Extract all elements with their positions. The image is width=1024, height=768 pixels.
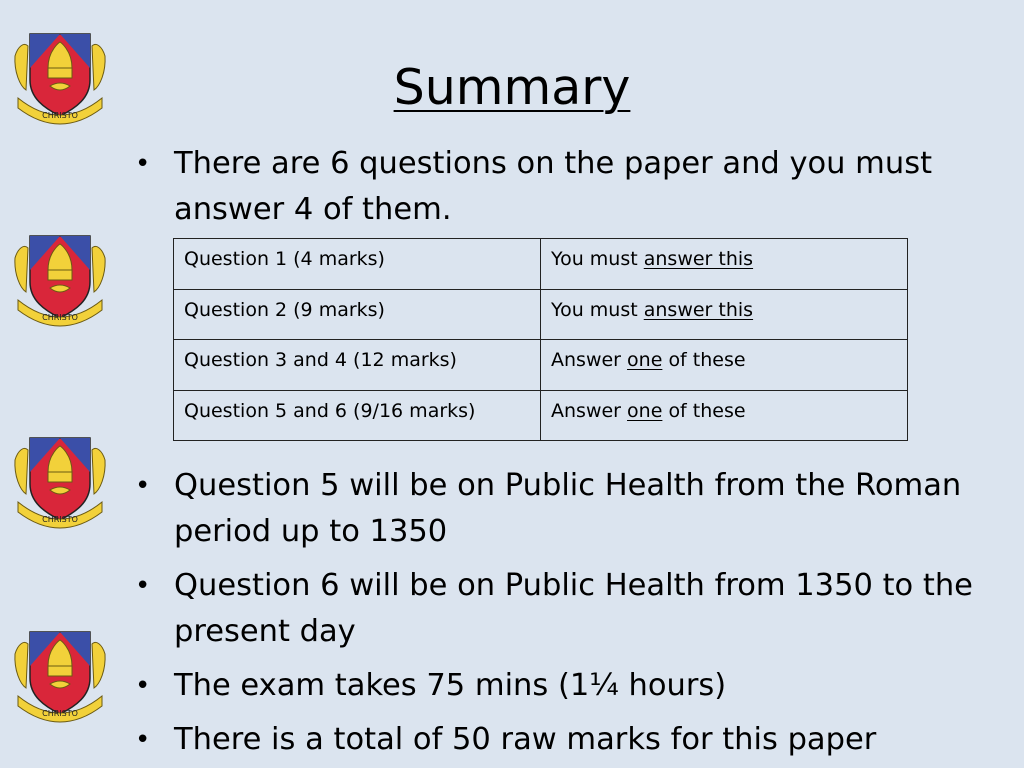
- school-crest-logo: [10, 626, 110, 728]
- bullet-text: The exam takes 75 mins (1¼ hours): [174, 668, 727, 703]
- crest-motto-text: CHRISTO: [42, 709, 78, 718]
- bullet-marker: •: [135, 149, 151, 179]
- crest-motto-text: CHRISTO: [42, 515, 78, 524]
- instruction-cell: You must answer this: [541, 289, 908, 340]
- bullet-item: [135, 663, 1015, 709]
- crest-motto-text: CHRISTO: [42, 111, 78, 120]
- question-cell: Question 2 (9 marks): [174, 289, 541, 340]
- school-crest-logo: [10, 432, 110, 534]
- bullet-text: There are 6 questions on the paper and you must answer 4 of them.: [174, 146, 933, 227]
- instruction-emphasis: answer this: [643, 298, 754, 321]
- bullet-text: Question 5 will be on Public Health from the Roman period up to 1350: [174, 468, 962, 549]
- instruction-emphasis: answer this: [643, 248, 754, 270]
- crest-motto-text: CHRISTO: [42, 313, 78, 322]
- bullet-item: [135, 717, 1015, 763]
- instruction-emphasis: one: [627, 349, 663, 371]
- bullet-text: Question 6 will be on Public Health from 1350 to the present day: [174, 568, 973, 649]
- instruction-cell: You must answer this: [541, 239, 908, 290]
- table-row: [174, 390, 908, 441]
- bullet-item: [135, 563, 1015, 655]
- school-crest-logo: [10, 230, 110, 332]
- questions-table: [173, 238, 908, 441]
- bullet-marker: •: [135, 471, 151, 501]
- slide-title: Summary: [393, 59, 631, 116]
- bullet-marker: •: [135, 571, 151, 601]
- intro-bullet-list: [135, 141, 1015, 233]
- question-cell: Question 5 and 6 (9/16 marks): [174, 390, 541, 441]
- table-row: [174, 340, 908, 391]
- bullet-marker: •: [135, 725, 151, 755]
- bullet-item: [135, 463, 1015, 555]
- instruction-cell: Answer one of these: [541, 390, 908, 441]
- bullet-text: There is a total of 50 raw marks for this paper: [174, 722, 877, 757]
- school-crest-logo: [10, 28, 110, 130]
- question-cell: Question 1 (4 marks): [174, 239, 541, 290]
- instruction-emphasis: one: [627, 399, 663, 422]
- bullet-item: [135, 141, 1015, 233]
- bullet-marker: •: [135, 671, 151, 701]
- question-cell: Question 3 and 4 (12 marks): [174, 340, 541, 391]
- table-row: [174, 239, 908, 290]
- instruction-cell: Answer one of these: [541, 340, 908, 391]
- details-bullet-list: [135, 463, 1015, 763]
- table-row: [174, 289, 908, 340]
